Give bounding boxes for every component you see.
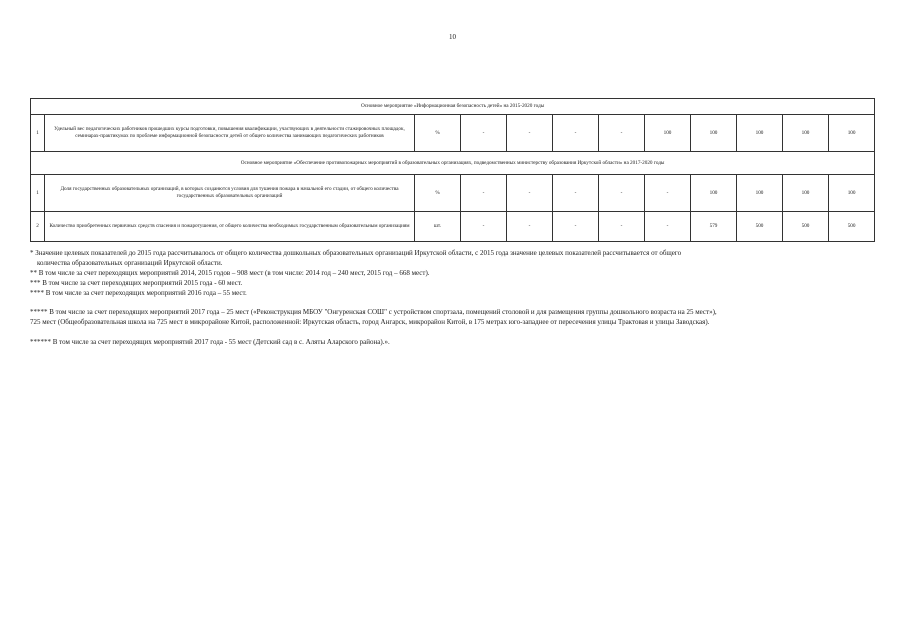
value-cell: - [461, 175, 507, 212]
value-cell: - [599, 175, 645, 212]
value-cell: 500 [783, 212, 829, 242]
value-cell: 579 [691, 212, 737, 242]
value-cell: 500 [737, 212, 783, 242]
value-cell: 500 [829, 212, 875, 242]
row-number: 2 [31, 212, 45, 242]
row-description: Удельный вес педагогических работников прошедших курсы подготовки, повышения квалификации, участвующих в деятельности стажировочных площадок, семинарах-практикумах по проблеме информационной безопасности детей от общего количества занимающих педагогических работников [45, 115, 415, 152]
value-cell: - [553, 175, 599, 212]
page-number: 10 [449, 33, 456, 41]
value-cell: 100 [645, 115, 691, 152]
value-cell: - [599, 212, 645, 242]
section-row [31, 99, 875, 115]
footnote-2: ** В том числе за счет переходящих мероприятий 2014, 2015 годов – 908 мест (в том числе: 2014 год – 240 мест, 2015 год – 668 мест). [30, 268, 430, 277]
value-cell: - [553, 115, 599, 152]
table-row [31, 115, 875, 152]
row-number: 1 [31, 175, 45, 212]
value-cell: - [507, 175, 553, 212]
row-description: Количество приобретенных первичных средств спасения и пожаротушения, от общего количества необходимых государственным образовательным организациям [45, 212, 415, 242]
footnote-1-continuation: количества образовательных организаций Иркутской области. [37, 258, 223, 267]
value-cell: 100 [691, 115, 737, 152]
value-cell: - [507, 212, 553, 242]
footnote-3: *** В том числе за счет переходящих мероприятий 2015 года - 60 мест. [30, 278, 243, 287]
value-cell: - [507, 115, 553, 152]
section-title: Основное мероприятие «Обеспечение противопожарных мероприятий в образовательных организациях, подведомственных министерству образования Иркутской области» на 2017-2020 годы [31, 152, 875, 175]
row-description: Доля государственных образовательных организаций, в которых созданются условия для тушения пожара в начальной его стадии, от общего количества государственных образовательных организаций [45, 175, 415, 212]
value-cell: - [645, 212, 691, 242]
section-title: Основное мероприятие «Информационная безопасность детей» на 2015-2020 годы [31, 99, 875, 115]
row-unit: шт. [415, 212, 461, 242]
value-cell: 100 [691, 175, 737, 212]
row-unit: % [415, 115, 461, 152]
value-cell: 100 [829, 175, 875, 212]
row-unit: % [415, 175, 461, 212]
value-cell: - [645, 175, 691, 212]
footnote-5: ***** В том числе за счет переходящих мероприятий 2017 года – 25 мест («Реконструкция МБОУ "Онгуренская СОШ" с устройством спортзала, помещений столовой и для размещения группы дошкольного возраста на 25 мест»), [30, 307, 717, 316]
footnote-6: ****** В том числе за счет переходящих мероприятий 2017 года - 55 мест (Детский сад в с. Аляты Аларского района).». [30, 337, 390, 346]
footnotes [30, 249, 860, 348]
value-cell: 100 [737, 175, 783, 212]
footnote-4: **** В том числе за счет переходящих мероприятий 2016 года – 55 мест. [30, 288, 247, 297]
value-cell: - [553, 212, 599, 242]
section-row [31, 152, 875, 175]
value-cell: - [599, 115, 645, 152]
footnote-5-continuation: 725 мест (Общеобразовательная школа на 725 мест в микрорайоне Китой, расположенной: Иркутская область, город Ангарск, микрорайон Китой, в 175 метрах юго-западнее от пересечения улицы Трактовая и улицы Заводская). [30, 317, 710, 326]
value-cell: 100 [829, 115, 875, 152]
value-cell: 100 [783, 115, 829, 152]
value-cell: - [461, 212, 507, 242]
footnote-1: * Значение целевых показателей до 2015 года рассчитывалось от общего количества дошкольных образовательных организаций Иркутской области, с 2015 года значение целевых показателей рассчитывается от общего [30, 249, 682, 257]
row-number: 1 [31, 115, 45, 152]
value-cell: 100 [737, 115, 783, 152]
table-row [31, 175, 875, 212]
value-cell: 100 [783, 175, 829, 212]
targets-table [30, 98, 875, 242]
table-row [31, 212, 875, 242]
value-cell: - [461, 115, 507, 152]
